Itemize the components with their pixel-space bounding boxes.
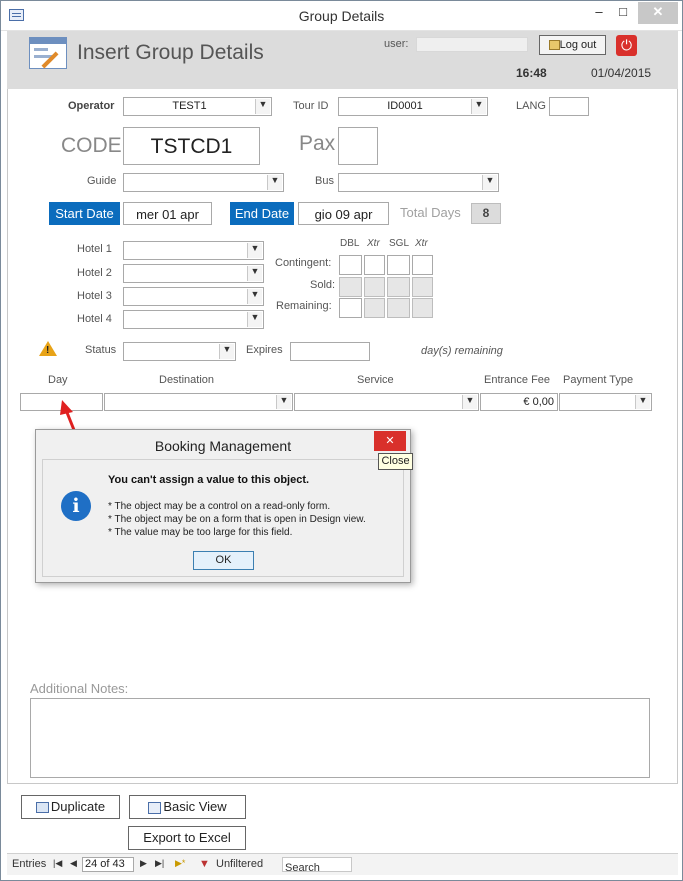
- dialog-title: Booking Management: [154, 438, 292, 454]
- hotel-2-label: Hotel 2: [77, 267, 112, 279]
- expires-label: Expires: [246, 344, 283, 356]
- hotel-1-label: Hotel 1: [77, 243, 112, 255]
- user-label: user:: [384, 38, 409, 50]
- entrance-fee-field[interactable]: [480, 393, 558, 411]
- ok-button[interactable]: OK: [193, 551, 254, 570]
- room-cell: [339, 298, 362, 318]
- dialog-bullet: * The object may be a control on a read-only form.: [108, 501, 331, 512]
- close-tooltip: Close: [378, 453, 413, 470]
- power-button[interactable]: [616, 35, 637, 56]
- hotel-4-label: Hotel 4: [77, 313, 112, 325]
- user-field[interactable]: [416, 37, 528, 52]
- expires-field[interactable]: [290, 342, 370, 361]
- chevron-down-icon[interactable]: ▼: [255, 99, 270, 114]
- status-label: Status: [85, 344, 117, 356]
- hotel-1-combo[interactable]: [123, 241, 264, 260]
- room-cell: [412, 298, 433, 318]
- operator-combo[interactable]: [123, 97, 272, 116]
- chevron-down-icon[interactable]: ▼: [247, 289, 262, 304]
- chevron-down-icon[interactable]: ▼: [247, 312, 262, 327]
- dialog-bullet: * The value may be too large for this field.: [108, 527, 293, 538]
- room-cell[interactable]: [364, 255, 385, 275]
- first-record-icon[interactable]: |◀: [53, 858, 63, 868]
- basic-view-label: Basic View: [163, 799, 227, 814]
- room-header-dbl: DBL: [340, 238, 360, 249]
- next-record-icon[interactable]: ▶: [140, 858, 147, 868]
- sold-label: Sold:: [310, 279, 336, 291]
- filter-label[interactable]: Unfiltered: [216, 858, 264, 870]
- hotel-2-combo[interactable]: [123, 264, 264, 283]
- logout-button[interactable]: [539, 35, 606, 55]
- booking-management-dialog: [35, 429, 411, 583]
- start-date-label: Start Date: [49, 202, 120, 225]
- duplicate-label: Duplicate: [50, 799, 106, 814]
- header-date: 01/04/2015: [591, 66, 652, 80]
- prev-record-icon[interactable]: ◀: [70, 858, 77, 868]
- last-record-icon[interactable]: ▶|: [155, 858, 165, 868]
- total-days-label: Total Days: [400, 205, 461, 220]
- room-cell[interactable]: [339, 255, 362, 275]
- form-view-icon: [148, 802, 161, 814]
- chevron-down-icon[interactable]: ▼: [247, 243, 262, 258]
- notes-field[interactable]: [30, 698, 650, 778]
- form-header: [7, 31, 678, 89]
- header-time: 16:48: [516, 66, 547, 80]
- tour-id-label: Tour ID: [293, 100, 329, 112]
- contingent-label: Contingent:: [275, 257, 332, 269]
- col-header-day: Day: [48, 374, 68, 386]
- col-header-payment-type: Payment Type: [563, 374, 634, 386]
- power-icon: ⏻: [620, 37, 633, 53]
- chevron-down-icon[interactable]: ▼: [482, 175, 497, 190]
- page-title: Insert Group Details: [77, 41, 264, 64]
- logout-label: Log out: [559, 39, 597, 51]
- window-titlebar: [0, 0, 683, 31]
- guide-label: Guide: [87, 175, 117, 187]
- search-input[interactable]: [282, 857, 352, 872]
- hotel-3-combo[interactable]: [123, 287, 264, 306]
- start-date-value: mer 01 apr: [136, 207, 199, 222]
- info-icon: i: [61, 491, 91, 521]
- chevron-down-icon[interactable]: ▼: [462, 395, 477, 409]
- new-record-icon[interactable]: ▶*: [175, 858, 186, 868]
- guide-combo[interactable]: [123, 173, 284, 192]
- room-header-xtr: Xtr: [415, 238, 428, 249]
- filter-icon: ▼: [199, 858, 210, 870]
- dialog-heading: You can't assign a value to this object.: [108, 474, 310, 486]
- room-cell: [387, 277, 410, 297]
- pax-label: Pax: [299, 132, 336, 155]
- room-header-xtr: Xtr: [367, 238, 380, 249]
- duplicate-button[interactable]: [21, 795, 120, 819]
- remaining-label: Remaining:: [276, 300, 332, 312]
- payment-type-combo[interactable]: [559, 393, 652, 411]
- close-icon: ✕: [385, 435, 395, 447]
- chevron-down-icon[interactable]: ▼: [276, 395, 291, 409]
- record-position[interactable]: 24 of 43: [82, 857, 134, 872]
- operator-value: TEST1: [172, 100, 207, 112]
- room-cell[interactable]: [412, 255, 433, 275]
- lang-label: LANG: [516, 100, 546, 112]
- end-date-field[interactable]: [298, 202, 389, 225]
- code-label: CODE: [61, 134, 122, 157]
- code-field[interactable]: [123, 127, 260, 165]
- code-value: TSTCD1: [150, 135, 233, 158]
- tour-id-value: ID0001: [387, 100, 423, 112]
- operator-label: Operator: [68, 100, 115, 112]
- search-placeholder: Search: [285, 862, 320, 874]
- room-cell[interactable]: [387, 255, 410, 275]
- notes-label: Additional Notes:: [30, 681, 129, 696]
- start-date-field[interactable]: [123, 202, 212, 225]
- room-header-sgl: SGL: [389, 238, 410, 249]
- warning-icon-mark: !: [46, 345, 50, 356]
- minimize-button[interactable]: –: [595, 4, 603, 19]
- room-cell: [364, 277, 385, 297]
- window-close-button[interactable]: ✕: [638, 2, 678, 24]
- room-cell: [364, 298, 385, 318]
- col-header-destination: Destination: [159, 374, 215, 386]
- service-combo[interactable]: [294, 393, 479, 411]
- lang-field[interactable]: [549, 97, 589, 116]
- form-edit-icon: [29, 37, 67, 69]
- dialog-bullet: * The object may be on a form that is open in Design view.: [108, 514, 366, 525]
- export-excel-button[interactable]: Export to Excel: [128, 826, 246, 850]
- chevron-down-icon[interactable]: ▼: [635, 395, 650, 409]
- status-combo[interactable]: [123, 342, 236, 361]
- col-header-entrance-fee: Entrance Fee: [484, 374, 551, 386]
- chevron-down-icon[interactable]: ▼: [471, 99, 486, 114]
- col-header-service: Service: [357, 374, 394, 386]
- end-date-value: gio 09 apr: [314, 207, 373, 222]
- logout-icon: [549, 40, 560, 50]
- basic-view-button[interactable]: [129, 795, 246, 819]
- end-date-label: End Date: [230, 202, 294, 225]
- hotel-4-combo[interactable]: [123, 310, 264, 329]
- record-navigation-bar: [7, 853, 678, 875]
- duplicate-icon: [36, 802, 49, 813]
- room-cell: [412, 277, 433, 297]
- entrance-fee-value: € 0,00: [523, 396, 554, 408]
- total-days-value: 8: [471, 203, 501, 224]
- room-cell: [387, 298, 410, 318]
- chevron-down-icon[interactable]: ▼: [247, 266, 262, 281]
- pax-field[interactable]: [338, 127, 378, 165]
- tour-id-combo[interactable]: [338, 97, 488, 116]
- bus-label: Bus: [315, 175, 334, 187]
- chevron-down-icon[interactable]: ▼: [267, 175, 282, 190]
- hotel-3-label: Hotel 3: [77, 290, 112, 302]
- entries-label: Entries: [12, 858, 47, 870]
- window-title: Group Details: [298, 8, 385, 24]
- days-remaining-text: day(s) remaining: [421, 345, 503, 357]
- chevron-down-icon[interactable]: ▼: [219, 344, 234, 359]
- destination-combo[interactable]: [104, 393, 293, 411]
- room-cell: [339, 277, 362, 297]
- bus-combo[interactable]: [338, 173, 499, 192]
- maximize-button[interactable]: □: [619, 4, 627, 19]
- dialog-close-button[interactable]: [374, 431, 406, 451]
